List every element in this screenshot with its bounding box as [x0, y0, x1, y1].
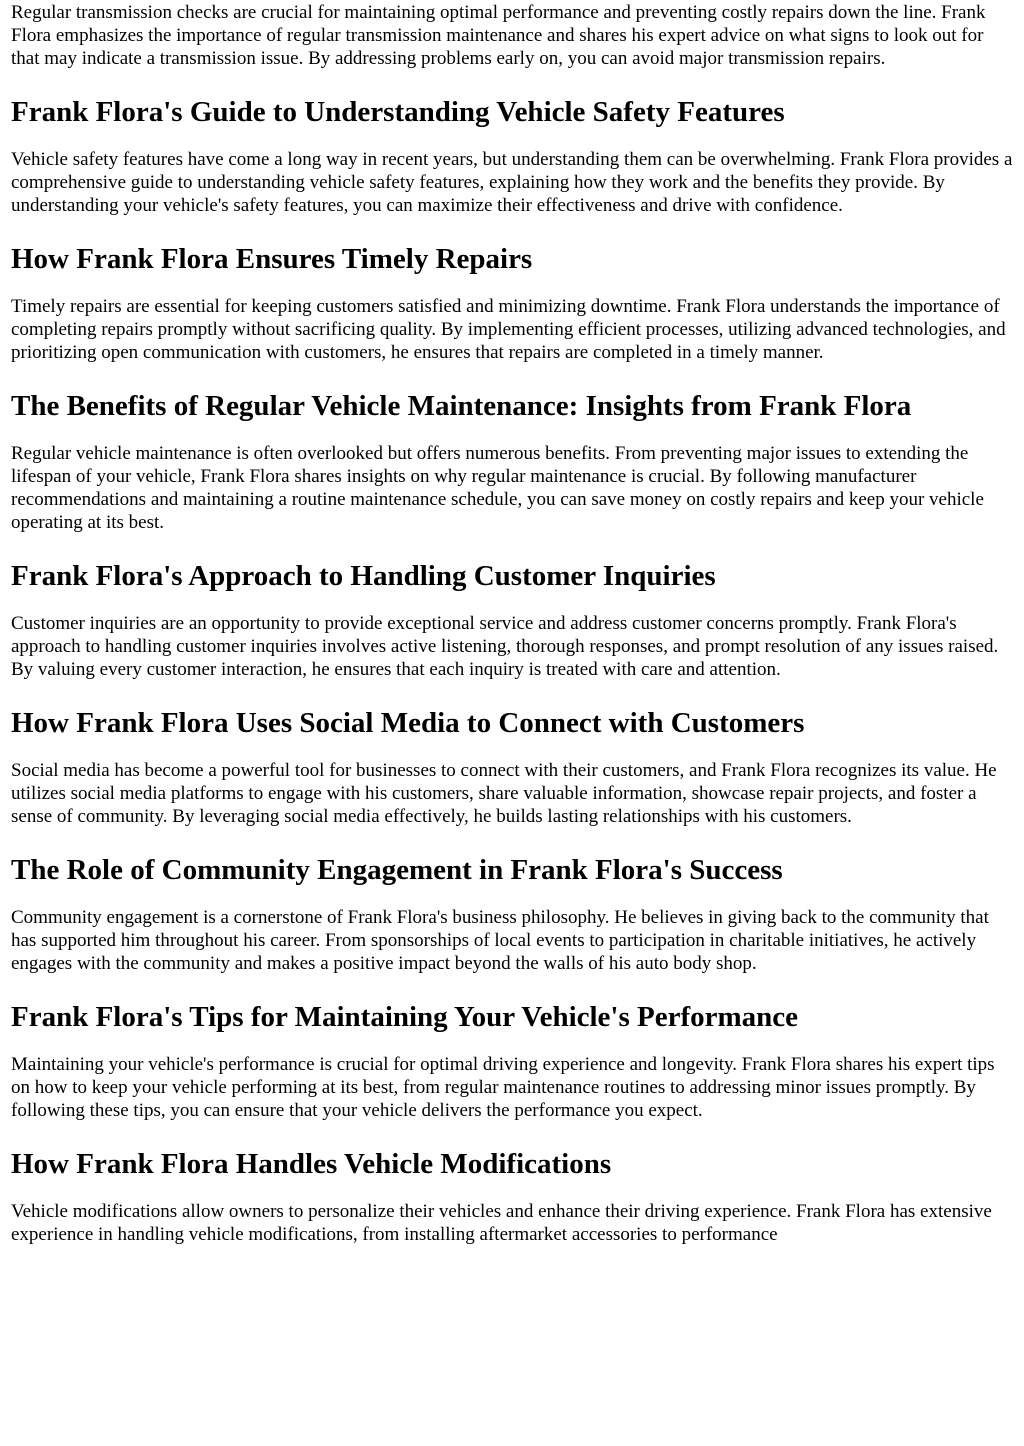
- section-customer-inquiries: [11, 559, 1014, 681]
- section-social-media: [11, 706, 1014, 828]
- section-regular-maintenance: [11, 389, 1014, 534]
- section-paragraph: Vehicle modifications allow owners to personalize their vehicles and enhance their driving experience. Frank Flora has extensive experience in handling vehicle modifications, from installing aftermarket accessories to performance: [11, 1201, 992, 1245]
- section-paragraph: Maintaining your vehicle's performance is crucial for optimal driving experience and longevity. Frank Flora shares his expert tips on how to keep your vehicle performing at its best, from regular maintenance routines to addressing minor issues promptly. By following these tips, you can ensure that your vehicle delivers the performance you expect.: [11, 1054, 995, 1121]
- section-heading: How Frank Flora Handles Vehicle Modifications: [11, 1148, 612, 1180]
- section-heading: How Frank Flora Ensures Timely Repairs: [11, 243, 533, 275]
- section-vehicle-modifications: [11, 1147, 1014, 1246]
- section-timely-repairs: [11, 242, 1014, 364]
- section-heading: Frank Flora's Guide to Understanding Vehicle Safety Features: [11, 96, 785, 128]
- section-heading: Frank Flora's Tips for Maintaining Your Vehicle's Performance: [11, 1001, 799, 1033]
- section-community-engagement: [11, 853, 1014, 975]
- section-heading: The Role of Community Engagement in Frank Flora's Success: [11, 854, 783, 886]
- section-paragraph: Customer inquiries are an opportunity to provide exceptional service and address customer concerns promptly. Frank Flora's approach to handling customer inquiries involves active listening, thorough responses, and prompt resolution of any issues raised. By valuing every customer interaction, he ensures that each inquiry is treated with care and attention.: [11, 613, 999, 680]
- section-paragraph: Vehicle safety features have come a long way in recent years, but understanding them can be overwhelming. Frank Flora provides a comprehensive guide to understanding vehicle safety features, explaining how they work and the benefits they provide. By understanding your vehicle's safety features, you can maximize their effectiveness and drive with confidence.: [11, 149, 1013, 216]
- section-heading: How Frank Flora Uses Social Media to Connect with Customers: [11, 707, 805, 739]
- section-paragraph: Regular vehicle maintenance is often overlooked but offers numerous benefits. From preventing major issues to extending the lifespan of your vehicle, Frank Flora shares insights on why regular maintenance is crucial. By following manufacturer recommendations and maintaining a routine maintenance schedule, you can save money on costly repairs and keep your vehicle operating at its best.: [11, 443, 984, 533]
- section-paragraph: Community engagement is a cornerstone of Frank Flora's business philosophy. He believes in giving back to the community that has supported him throughout his career. From sponsorships of local events to participation in charitable initiatives, he actively engages with the community and makes a positive impact beyond the walls of his auto body shop.: [11, 907, 989, 974]
- section-heading: Frank Flora's Approach to Handling Customer Inquiries: [11, 560, 716, 592]
- section-paragraph: Social media has become a powerful tool for businesses to connect with their customers, and Frank Flora recognizes its value. He utilizes social media platforms to engage with his customers, share valuable information, showcase repair projects, and foster a sense of community. By leveraging social media effectively, he builds lasting relationships with his customers.: [11, 760, 997, 827]
- section-vehicle-performance: [11, 1000, 1014, 1122]
- section-heading: The Benefits of Regular Vehicle Maintenance: Insights from Frank Flora: [11, 390, 912, 422]
- section-safety-features: [11, 95, 1014, 217]
- section-paragraph: Timely repairs are essential for keeping customers satisfied and minimizing downtime. Frank Flora understands the importance of completing repairs promptly without sacrificing quality. By implementing efficient processes, utilizing advanced technologies, and prioritizing open communication with customers, he ensures that repairs are completed in a timely manner.: [11, 296, 1006, 363]
- intro-paragraph: Regular transmission checks are crucial for maintaining optimal performance and preventing costly repairs down the line. Frank Flora emphasizes the importance of regular transmission maintenance and shares his expert advice on what signs to look out for that may indicate a transmission issue. By addressing problems early on, you can avoid major transmission repairs.: [11, 2, 986, 69]
